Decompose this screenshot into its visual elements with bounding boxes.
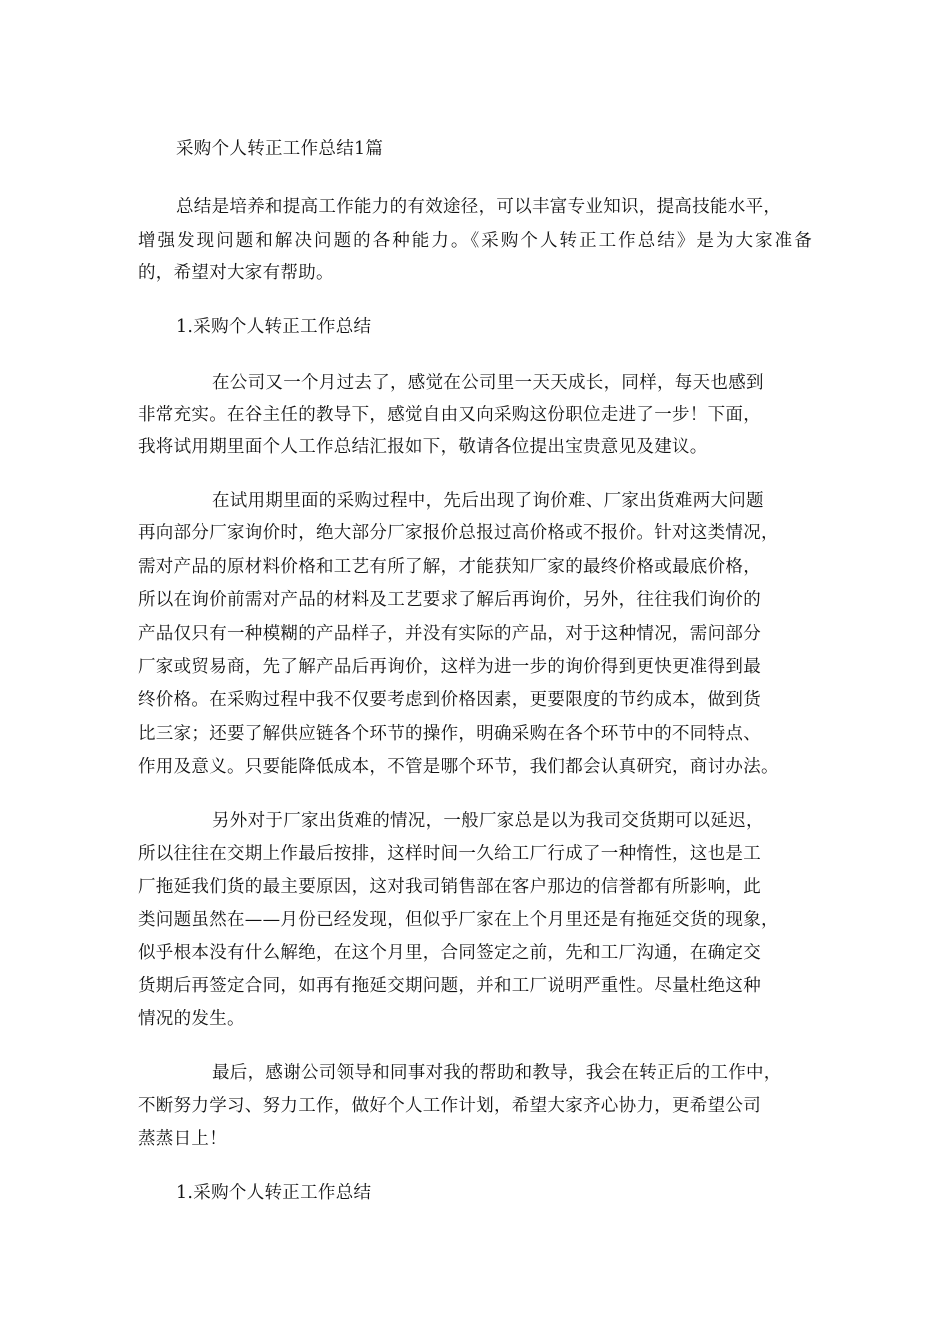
paragraph4-line-3: 蒸蒸日上！ — [138, 1129, 227, 1149]
paragraph2-line-6: 厂家或贸易商，先了解产品后再询价，这样为进一步的询价得到更快更准得到最 — [138, 657, 761, 677]
paragraph2-line-7: 终价格。在采购过程中我不仅要考虑到价格因素，更要限度的节约成本，做到货 — [138, 690, 761, 710]
intro-line-1: 总结是培养和提高工作能力的有效途径，可以丰富专业知识，提高技能水平， — [176, 197, 782, 217]
paragraph1-line-3: 我将试用期里面个人工作总结汇报如下，敬请各位提出宝贵意见及建议。 — [138, 437, 708, 457]
intro-line-3: 的，希望对大家有帮助。 — [138, 263, 334, 283]
paragraph2-line-5: 产品仅只有一种模糊的产品样子，并没有实际的产品，对于这种情况，需问部分 — [138, 624, 761, 644]
paragraph3-line-4: 类问题虽然在——月份已经发现，但似乎厂家在上个月里还是有拖延交货的现象， — [138, 910, 779, 930]
paragraph2-line-9: 作用及意义。只要能降低成本，不管是哪个环节，我们都会认真研究，商讨办法。 — [138, 757, 779, 777]
paragraph1-line-2: 非常充实。在谷主任的教导下，感觉自由又向采购这份职位走进了一步！下面， — [138, 405, 761, 425]
paragraph2-line-4: 所以在询价前需对产品的材料及工艺要求了解后再询价，另外，往往我们询价的 — [138, 590, 761, 610]
paragraph2-line-8: 比三家；还要了解供应链各个环节的操作，明确采购在各个环节中的不同特点、 — [138, 724, 761, 744]
document-title: 采购个人转正工作总结1篇 — [176, 139, 384, 159]
paragraph3-line-2: 所以往往在交期上作最后按排，这样时间一久给工厂行成了一种惰性，这也是工 — [138, 844, 761, 864]
paragraph2-line-2: 再向部分厂家询价时，绝大部分厂家报价总报过高价格或不报价。针对这类情况， — [138, 523, 779, 543]
paragraph1-line-1: 在公司又一个月过去了，感觉在公司里一天天成长，同样，每天也感到 — [212, 373, 764, 393]
paragraph3-line-5: 似乎根本没有什么解绝，在这个月里，合同签定之前，先和工厂沟通，在确定交 — [138, 943, 761, 963]
paragraph2-line-3: 需对产品的原材料价格和工艺有所了解，才能获知厂家的最终价格或最底价格， — [138, 557, 761, 577]
paragraph2-line-1: 在试用期里面的采购过程中，先后出现了询价难、厂家出货难两大问题 — [212, 491, 764, 511]
paragraph4-line-1: 最后，感谢公司领导和同事对我的帮助和教导，我会在转正后的工作中， — [212, 1063, 782, 1083]
intro-line-2: 增强发现问题和解决问题的各种能力。《采购个人转正工作总结》是为大家准备 — [138, 231, 812, 251]
paragraph3-line-3: 厂拖延我们货的最主要原因，这对我司销售部在客户那边的信誉都有所影响，此 — [138, 877, 761, 897]
paragraph4-line-2: 不断努力学习、努力工作，做好个人工作计划，希望大家齐心协力，更希望公司 — [138, 1096, 761, 1116]
section-heading: 1.采购个人转正工作总结 — [176, 317, 372, 337]
paragraph3-line-1: 另外对于厂家出货难的情况，一般厂家总是以为我司交货期可以延迟， — [212, 811, 764, 831]
paragraph3-line-6: 货期后再签定合同，如再有拖延交期问题，并和工厂说明严重性。尽量杜绝这种 — [138, 976, 761, 996]
paragraph3-line-7: 情况的发生。 — [138, 1009, 245, 1029]
section-heading-2: 1.采购个人转正工作总结 — [176, 1183, 372, 1203]
